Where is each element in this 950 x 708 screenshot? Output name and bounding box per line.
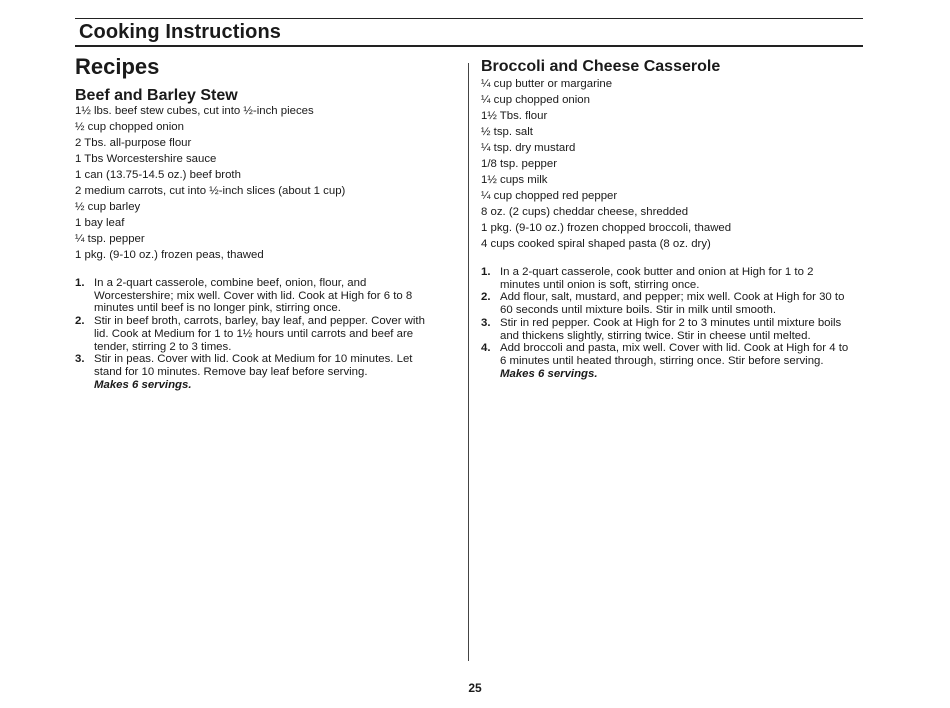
servings-note: Makes 6 servings. [94, 378, 192, 391]
step-text-line: Add broccoli and pasta, mix well. Cover with lid. Cook at High for 4 to [500, 342, 849, 355]
ingredient-item: 1 can (13.75-14.5 oz.) beef broth [75, 169, 241, 181]
servings-note: Makes 6 servings. [500, 367, 598, 380]
step-text-line: Worcestershire; mix well. Cover with lid. Cook at High for 6 to 8 [94, 289, 413, 302]
instruction-step [481, 266, 866, 291]
step-number: 1. [75, 277, 85, 289]
ingredient-list-beef-barley [75, 103, 345, 263]
instruction-step [75, 315, 455, 353]
ingredient-item: 2 Tbs. all-purpose flour [75, 137, 192, 149]
step-text-line: minutes until beef is no longer pink, stirring once. [94, 302, 341, 315]
ingredient-item: ½ cup chopped onion [75, 121, 184, 133]
step-text-line: and thickens slightly, stirring twice. Stir in cheese until melted. [500, 329, 811, 342]
step-number: 2. [75, 315, 85, 328]
instruction-step [75, 353, 455, 391]
instruction-step [75, 277, 455, 315]
ingredient-item: ¼ tsp. pepper [75, 233, 145, 245]
header-bottom-rule [75, 45, 863, 47]
ingredient-item: 1½ cups milk [481, 174, 548, 186]
section-header: Cooking Instructions [79, 21, 281, 43]
ingredient-item: ¼ cup chopped onion [481, 94, 590, 106]
step-number: 4. [481, 342, 491, 355]
ingredient-item: 1½ Tbs. flour [481, 110, 548, 122]
instruction-step [481, 291, 866, 316]
ingredient-item: 2 medium carrots, cut into ½-inch slices (about 1 cup) [75, 185, 346, 197]
step-number: 3. [481, 316, 491, 329]
step-text-line: In a 2-quart casserole, combine beef, onion, flour, and [94, 277, 367, 289]
ingredient-item: 1 pkg. (9-10 oz.) frozen peas, thawed [75, 249, 264, 261]
step-text-line: Stir in peas. Cover with lid. Cook at Medium for 10 minutes. Let [94, 353, 413, 366]
step-text-line: lid. Cook at Medium for 1 to 1½ hours until carrots and beef are [94, 327, 414, 340]
step-text-line: In a 2-quart casserole, cook butter and onion at High for 1 to 2 [500, 266, 814, 278]
recipe-title-broccoli-cheese: Broccoli and Cheese Casserole [481, 58, 721, 75]
instruction-step [481, 342, 866, 380]
ingredient-item: ¼ cup chopped red pepper [481, 190, 618, 202]
instruction-step [481, 317, 866, 342]
column-divider [468, 63, 469, 661]
ingredient-item: 1 bay leaf [75, 217, 125, 229]
ingredient-item: 4 cups cooked spiral shaped pasta (8 oz. dry) [481, 238, 711, 250]
step-list-broccoli-cheese [481, 266, 866, 380]
step-number: 2. [481, 291, 491, 304]
page-heading: Recipes [75, 54, 160, 79]
step-text-line: 6 minutes until heated through, stirring once. Stir before serving. [500, 354, 824, 367]
ingredient-item: 1/8 tsp. pepper [481, 158, 557, 170]
step-list-beef-barley [75, 277, 455, 391]
ingredient-list-broccoli-cheese [481, 76, 731, 252]
step-text-line: Add flour, salt, mustard, and pepper; mix well. Cook at High for 30 to [500, 291, 845, 304]
step-number: 1. [481, 266, 491, 278]
step-text-line: stand for 10 minutes. Remove bay leaf before serving. [94, 365, 368, 378]
ingredient-item: ½ tsp. salt [481, 126, 533, 138]
step-number: 3. [75, 353, 85, 366]
step-text-line: 60 seconds until mixture boils. Stir in milk until smooth. [500, 304, 777, 317]
ingredient-item: ¼ tsp. dry mustard [481, 142, 576, 154]
ingredient-item: 8 oz. (2 cups) cheddar cheese, shredded [481, 206, 689, 218]
ingredient-item: 1 Tbs Worcestershire sauce [75, 153, 217, 165]
step-text-line: Stir in red pepper. Cook at High for 2 to 3 minutes until mixture boils [500, 316, 842, 329]
page-number: 25 [468, 681, 482, 695]
step-text-line: Stir in beef broth, carrots, barley, bay leaf, and pepper. Cover with [94, 315, 425, 328]
recipe-title-beef-barley: Beef and Barley Stew [75, 87, 238, 104]
ingredient-item: ¼ cup butter or margarine [481, 78, 613, 90]
ingredient-item: ½ cup barley [75, 201, 141, 213]
step-text-line: tender, stirring 2 to 3 times. [94, 340, 232, 353]
ingredient-item: 1 pkg. (9-10 oz.) frozen chopped broccoli, thawed [481, 222, 732, 234]
step-text-line: minutes until onion is soft, stirring once. [500, 278, 700, 291]
ingredient-item: 1½ lbs. beef stew cubes, cut into ½-inch pieces [75, 105, 314, 117]
